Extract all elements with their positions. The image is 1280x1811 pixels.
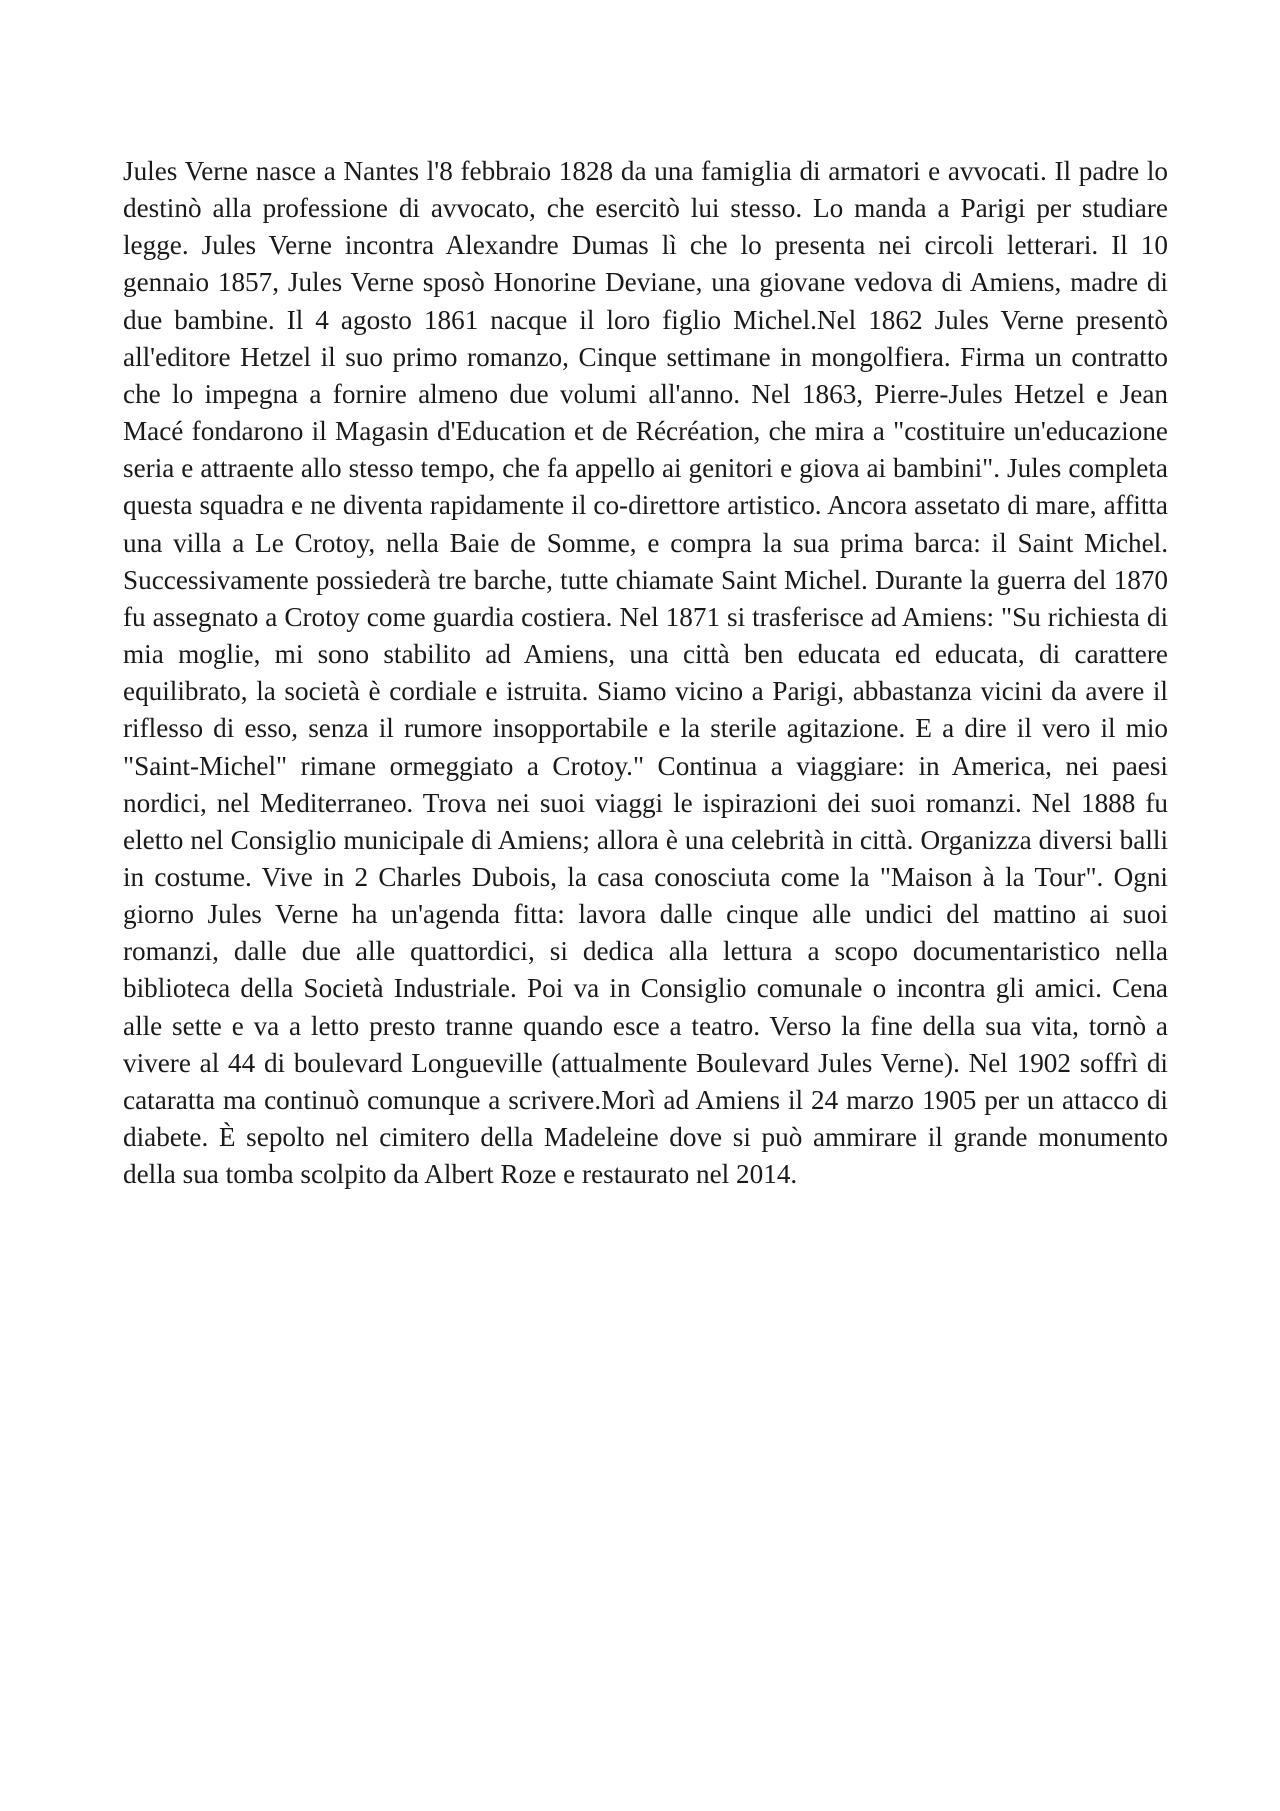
- body-paragraph: Jules Verne nasce a Nantes l'8 febbraio 1828 da una famiglia di armatori e avvocati. Il padre lo destinò alla professione di avvocato, che esercitò lui stesso. Lo manda a Parigi per studiare legge. Jules Verne incontra Alexandre Dumas lì che lo presenta nei circoli letterari. Il 10 gennaio 1857, Jules Verne sposò Honorine Deviane, una giovane vedova di Amiens, madre di due bambine. Il 4 agosto 1861 nacque il loro figlio Michel.Nel 1862 Jules Verne presentò all'editore Hetzel il suo primo romanzo, Cinque settimane in mongolfiera. Firma un contratto che lo impegna a fornire almeno due volumi all'anno. Nel 1863, Pierre-Jules Hetzel e Jean Macé fondarono il Magasin d'Education et de Récréation, che mira a "costituire un'educazione seria e attraente allo stesso tempo, che fa appello ai genitori e giova ai bambini". Jules completa questa squadra e ne diventa rapidamente il co-direttore artistico. Ancora assetato di mare, affitta una villa a Le Crotoy, nella Baie de Somme, e compra la sua prima barca: il Saint Michel. Successivamente possiederà tre barche, tutte chiamate Saint Michel. Durante la guerra del 1870 fu assegnato a Crotoy come guardia costiera. Nel 1871 si trasferisce ad Amiens: "Su richiesta di mia moglie, mi sono stabilito ad Amiens, una città ben educata ed educata, di carattere equilibrato, la società è cordiale e istruita. Siamo vicino a Parigi, abbastanza vicini da avere il riflesso di esso, senza il rumore insopportabile e la sterile agitazione. E a dire il vero il mio "Saint-Michel" rimane ormeggiato a Crotoy." Continua a viaggiare: in America, nei paesi nordici, nel Mediterraneo. Trova nei suoi viaggi le ispirazioni dei suoi romanzi. Nel 1888 fu eletto nel Consiglio municipale di Amiens; allora è una celebrità in città. Organizza diversi balli in costume. Vive in 2 Charles Dubois, la casa conosciuta come la "Maison à la Tour". Ogni giorno Jules Verne ha un'agenda fitta: lavora dalle cinque alle undici del mattino ai suoi romanzi, dalle due alle quattordici, si dedica alla lettura a scopo documentaristico nella biblioteca della Società Industriale. Poi va in Consiglio comunale o incontra gli amici. Cena alle sette e va a letto presto tranne quando esce a teatro. Verso la fine della sua vita, tornò a vivere al 44 di boulevard Longueville (attualmente Boulevard Jules Verne). Nel 1902 soffrì di cataratta ma continuò comunque a scrivere.Morì ad Amiens il 24 marzo 1905 per un attacco di diabete. È sepolto nel cimitero della Madeleine dove si può ammirare il grande monumento della sua tomba scolpito da Albert Roze e restaurato nel 2014.: [123, 156, 1168, 1190]
